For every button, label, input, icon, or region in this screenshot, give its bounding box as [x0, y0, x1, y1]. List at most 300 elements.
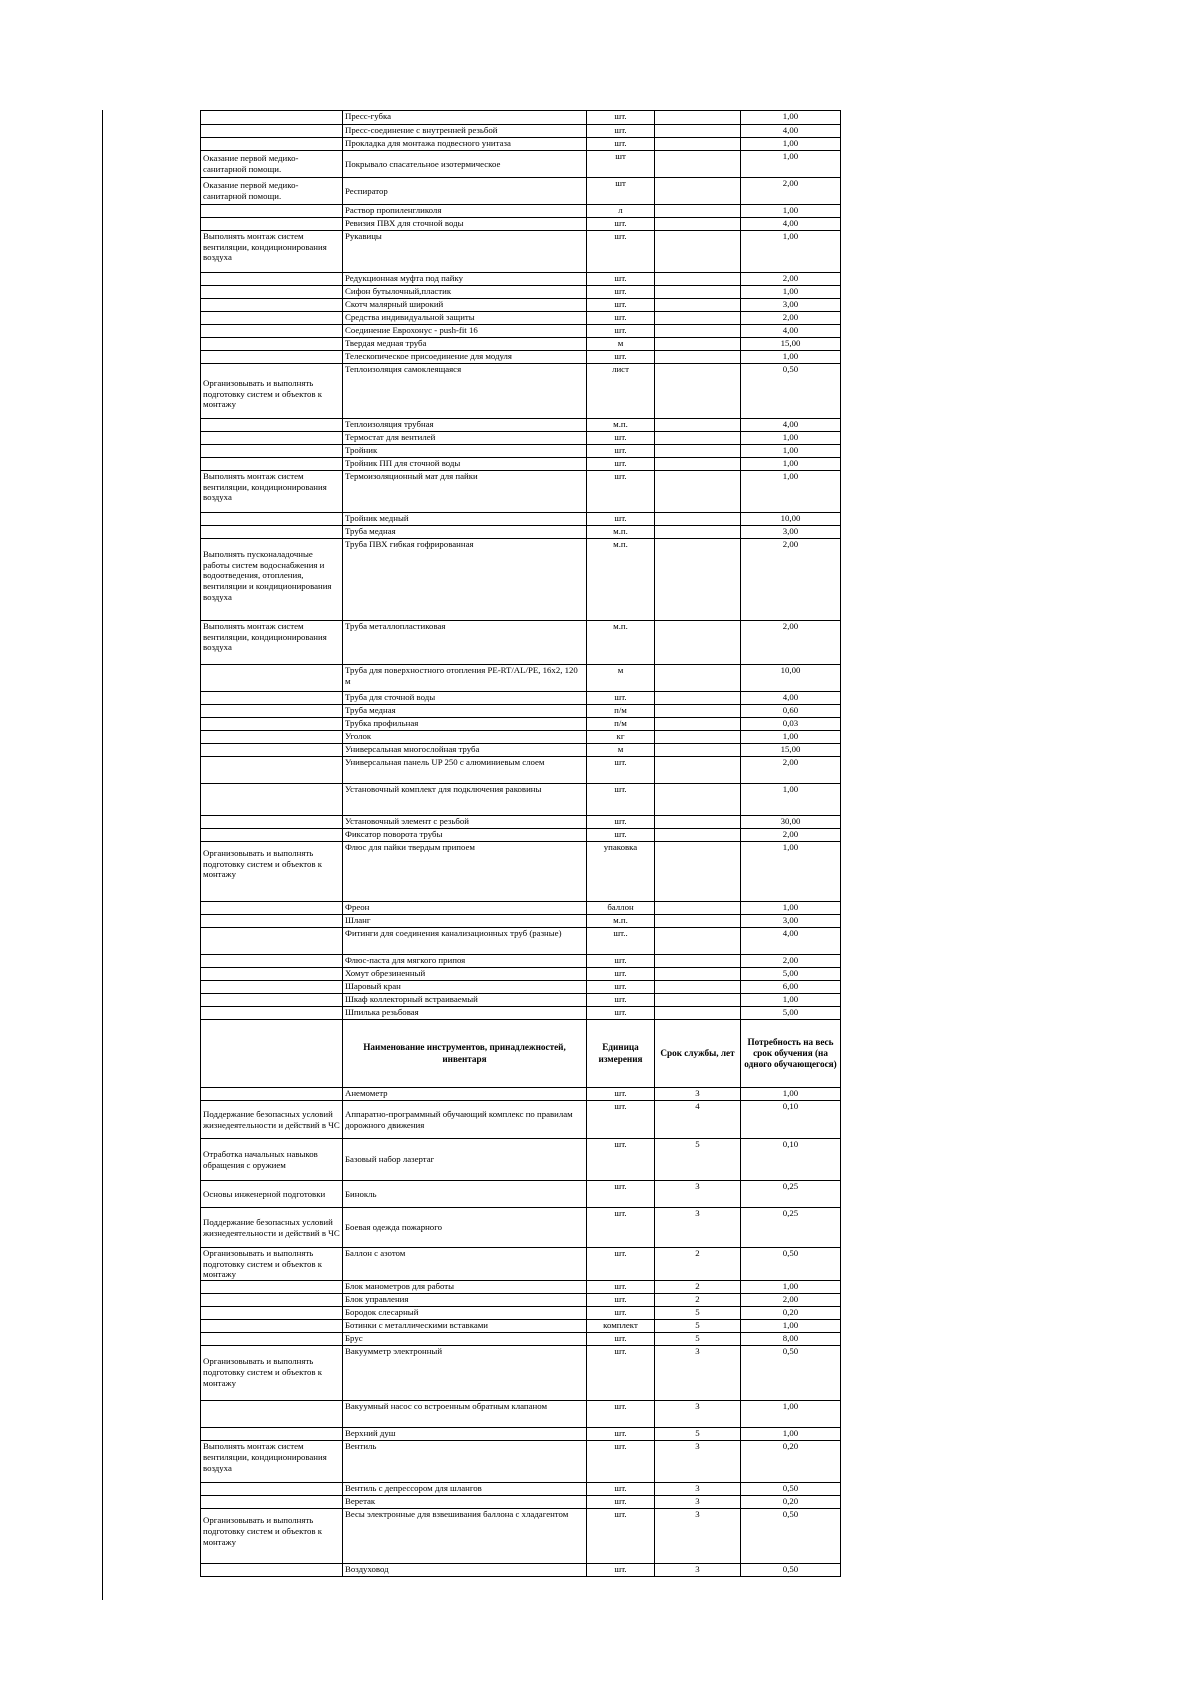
- module-cell: [201, 1007, 343, 1020]
- item-name: Брус: [343, 1333, 587, 1346]
- item-name: Труба металлопластиковая: [343, 621, 587, 665]
- service-life-cell: [655, 757, 741, 784]
- service-life-cell: [655, 968, 741, 981]
- service-life-cell: 3: [655, 1564, 741, 1577]
- quantity-cell: 1,00: [741, 231, 841, 273]
- quantity-cell: 5,00: [741, 968, 841, 981]
- item-name: Прокладка для монтажа подвесного унитаза: [343, 138, 587, 151]
- service-life-cell: [655, 842, 741, 902]
- quantity-cell: 0,50: [741, 364, 841, 419]
- quantity-cell: 0,25: [741, 1208, 841, 1248]
- table-row: [201, 665, 841, 692]
- unit-cell: кг: [587, 731, 655, 744]
- item-name: Покрывало спасательное изотермическое: [343, 151, 587, 178]
- quantity-cell: 15,00: [741, 744, 841, 757]
- module-cell: [201, 1294, 343, 1307]
- service-life-cell: [655, 526, 741, 539]
- service-life-cell: 3: [655, 1346, 741, 1401]
- unit-cell: шт.: [587, 312, 655, 325]
- table-row: [201, 718, 841, 731]
- unit-cell: шт: [587, 178, 655, 205]
- quantity-cell: 0,20: [741, 1496, 841, 1509]
- unit-cell: шт.: [587, 445, 655, 458]
- item-name: Сифон бутылочный,пластик: [343, 286, 587, 299]
- item-name: Баллон с азотом: [343, 1248, 587, 1281]
- quantity-cell: 1,00: [741, 994, 841, 1007]
- quantity-cell: 0,20: [741, 1441, 841, 1483]
- table-row: [201, 351, 841, 364]
- quantity-cell: 1,00: [741, 138, 841, 151]
- unit-cell: шт.: [587, 513, 655, 526]
- service-life-cell: 5: [655, 1307, 741, 1320]
- quantity-cell: 1,00: [741, 471, 841, 513]
- item-name: Установочный элемент с резьбой: [343, 816, 587, 829]
- table-row: [201, 1181, 841, 1208]
- table-row: [201, 286, 841, 299]
- item-name: Респиратор: [343, 178, 587, 205]
- item-name: Универсальная многослойная труба: [343, 744, 587, 757]
- item-name: Ревизия ПВХ для сточной воды: [343, 218, 587, 231]
- header-module-cell: [201, 1020, 343, 1088]
- quantity-cell: 1,00: [741, 1401, 841, 1428]
- service-life-cell: [655, 705, 741, 718]
- module-cell: [201, 744, 343, 757]
- service-life-cell: 4: [655, 1101, 741, 1139]
- table-row: [201, 1320, 841, 1333]
- quantity-cell: 1,00: [741, 1428, 841, 1441]
- module-cell: [201, 1088, 343, 1101]
- table-row: [201, 1208, 841, 1248]
- quantity-cell: 2,00: [741, 539, 841, 621]
- service-life-cell: 3: [655, 1496, 741, 1509]
- module-cell: [201, 338, 343, 351]
- tools-header-row: [201, 1020, 841, 1088]
- service-life-cell: [655, 432, 741, 445]
- table-row: [201, 1101, 841, 1139]
- quantity-cell: 0,10: [741, 1101, 841, 1139]
- unit-cell: упаковка: [587, 842, 655, 902]
- margin-rule: [102, 110, 103, 1600]
- unit-cell: шт.: [587, 1101, 655, 1139]
- quantity-cell: 2,00: [741, 757, 841, 784]
- item-name: Вентиль с депрессором для шлангов: [343, 1483, 587, 1496]
- table-row: [201, 1346, 841, 1401]
- table-row: [201, 178, 841, 205]
- table-row: [201, 513, 841, 526]
- module-cell: [201, 273, 343, 286]
- item-name: Воздуховод: [343, 1564, 587, 1577]
- item-name: Средства индивидуальной защиты: [343, 312, 587, 325]
- unit-cell: шт: [587, 151, 655, 178]
- item-name: Рукавицы: [343, 231, 587, 273]
- service-life-cell: [655, 138, 741, 151]
- unit-cell: шт.: [587, 1428, 655, 1441]
- table-row: [201, 1428, 841, 1441]
- unit-cell: шт.: [587, 1441, 655, 1483]
- module-cell: [201, 1320, 343, 1333]
- table-row: [201, 312, 841, 325]
- module-cell: Выполнять монтаж систем вентиляции, кондиционирования воздуха: [201, 621, 343, 665]
- unit-cell: шт.: [587, 325, 655, 338]
- quantity-cell: 1,00: [741, 151, 841, 178]
- quantity-cell: 6,00: [741, 981, 841, 994]
- module-cell: Основы инженерной подготовки: [201, 1181, 343, 1208]
- quantity-cell: 0,50: [741, 1509, 841, 1564]
- module-cell: [201, 829, 343, 842]
- unit-cell: комплект: [587, 1320, 655, 1333]
- table-row: [201, 338, 841, 351]
- service-life-cell: [655, 718, 741, 731]
- quantity-cell: 1,00: [741, 445, 841, 458]
- quantity-cell: 0,50: [741, 1346, 841, 1401]
- module-cell: Выполнять монтаж систем вентиляции, кондиционирования воздуха: [201, 1441, 343, 1483]
- module-cell: [201, 218, 343, 231]
- service-life-cell: 2: [655, 1248, 741, 1281]
- module-cell: Организовывать и выполнять подготовку систем и объектов к монтажу: [201, 364, 343, 419]
- quantity-cell: 1,00: [741, 351, 841, 364]
- table-row: [201, 419, 841, 432]
- table-row: [201, 1088, 841, 1101]
- table-row: [201, 445, 841, 458]
- unit-cell: шт.: [587, 1307, 655, 1320]
- item-name: Труба медная: [343, 705, 587, 718]
- service-life-cell: [655, 621, 741, 665]
- unit-cell: м.п.: [587, 915, 655, 928]
- module-cell: [201, 968, 343, 981]
- table-row: [201, 1401, 841, 1428]
- service-life-cell: 3: [655, 1401, 741, 1428]
- module-cell: [201, 994, 343, 1007]
- unit-cell: шт.: [587, 1139, 655, 1181]
- module-cell: [201, 1496, 343, 1509]
- service-life-cell: [655, 784, 741, 816]
- service-life-cell: 3: [655, 1509, 741, 1564]
- module-cell: [201, 816, 343, 829]
- item-name: Шпилька резьбовая: [343, 1007, 587, 1020]
- table-row: [201, 1333, 841, 1346]
- item-name: Блок управления: [343, 1294, 587, 1307]
- item-name: Твердая медная труба: [343, 338, 587, 351]
- unit-cell: шт.: [587, 231, 655, 273]
- table-row: [201, 784, 841, 816]
- module-cell: [201, 1401, 343, 1428]
- quantity-cell: 10,00: [741, 513, 841, 526]
- table-row: [201, 744, 841, 757]
- unit-cell: шт.: [587, 111, 655, 125]
- table-row: [201, 1483, 841, 1496]
- table-row: [201, 816, 841, 829]
- unit-cell: шт.: [587, 458, 655, 471]
- service-life-cell: [655, 218, 741, 231]
- module-cell: [201, 928, 343, 955]
- item-name: Труба для сточной воды: [343, 692, 587, 705]
- module-cell: [201, 432, 343, 445]
- module-cell: [201, 915, 343, 928]
- unit-cell: шт.: [587, 1483, 655, 1496]
- quantity-cell: 0,20: [741, 1307, 841, 1320]
- module-cell: [201, 731, 343, 744]
- item-name: Теплоизоляция самоклеящаяся: [343, 364, 587, 419]
- quantity-cell: 1,00: [741, 902, 841, 915]
- table-row: [201, 299, 841, 312]
- quantity-cell: 8,00: [741, 1333, 841, 1346]
- table-row: [201, 1496, 841, 1509]
- unit-cell: шт.: [587, 968, 655, 981]
- module-cell: [201, 718, 343, 731]
- table-row: [201, 471, 841, 513]
- quantity-cell: 15,00: [741, 338, 841, 351]
- module-cell: [201, 1333, 343, 1346]
- table-row: [201, 928, 841, 955]
- table-row: [201, 458, 841, 471]
- item-name: Пресс-соединение с внутренней резьбой: [343, 125, 587, 138]
- module-cell: [201, 1428, 343, 1441]
- table-row: [201, 539, 841, 621]
- table-row: [201, 138, 841, 151]
- table-row: [201, 829, 841, 842]
- header-life: Срок службы, лет: [655, 1020, 741, 1088]
- module-cell: [201, 445, 343, 458]
- service-life-cell: 3: [655, 1088, 741, 1101]
- item-name: Вакуумметр электронный: [343, 1346, 587, 1401]
- unit-cell: шт.: [587, 994, 655, 1007]
- unit-cell: м: [587, 338, 655, 351]
- module-cell: Организовывать и выполнять подготовку систем и объектов к монтажу: [201, 842, 343, 902]
- module-cell: Поддержание безопасных условий жизнедеятельности и действий в ЧС: [201, 1208, 343, 1248]
- table-row: [201, 705, 841, 718]
- quantity-cell: 1,00: [741, 1281, 841, 1294]
- item-name: Ботинки с металлическими вставками: [343, 1320, 587, 1333]
- unit-cell: шт.: [587, 1007, 655, 1020]
- table-row: [201, 692, 841, 705]
- module-cell: [201, 955, 343, 968]
- table-row: [201, 231, 841, 273]
- table-row: [201, 902, 841, 915]
- service-life-cell: 3: [655, 1181, 741, 1208]
- item-name: Весы электронные для взвешивания баллона с хладагентом: [343, 1509, 587, 1564]
- module-cell: [201, 784, 343, 816]
- unit-cell: м: [587, 744, 655, 757]
- module-cell: [201, 692, 343, 705]
- module-cell: Оказание первой медико-санитарной помощи.: [201, 178, 343, 205]
- item-name: Трубка профильная: [343, 718, 587, 731]
- unit-cell: шт.: [587, 1088, 655, 1101]
- quantity-cell: 4,00: [741, 218, 841, 231]
- unit-cell: шт.: [587, 1346, 655, 1401]
- service-life-cell: [655, 539, 741, 621]
- unit-cell: п/м: [587, 705, 655, 718]
- quantity-cell: 2,00: [741, 829, 841, 842]
- unit-cell: шт.: [587, 1564, 655, 1577]
- quantity-cell: 4,00: [741, 125, 841, 138]
- item-name: Труба медная: [343, 526, 587, 539]
- unit-cell: шт..: [587, 928, 655, 955]
- unit-cell: шт.: [587, 432, 655, 445]
- header-unit: Единица измерения: [587, 1020, 655, 1088]
- module-cell: Организовывать и выполнять подготовку систем и объектов к монтажу: [201, 1248, 343, 1281]
- service-life-cell: [655, 205, 741, 218]
- equipment-table: [200, 110, 841, 1577]
- table-row: [201, 1007, 841, 1020]
- table-row: [201, 1248, 841, 1281]
- unit-cell: шт.: [587, 218, 655, 231]
- header-name: Наименование инструментов, принадлежностей, инвентаря: [343, 1020, 587, 1088]
- item-name: Уголок: [343, 731, 587, 744]
- unit-cell: шт.: [587, 1496, 655, 1509]
- unit-cell: шт.: [587, 1333, 655, 1346]
- table-row: [201, 842, 841, 902]
- item-name: Вакуумный насос со встроенным обратным клапаном: [343, 1401, 587, 1428]
- service-life-cell: [655, 312, 741, 325]
- unit-cell: шт.: [587, 273, 655, 286]
- service-life-cell: [655, 955, 741, 968]
- quantity-cell: 4,00: [741, 325, 841, 338]
- quantity-cell: 0,60: [741, 705, 841, 718]
- item-name: Вентиль: [343, 1441, 587, 1483]
- service-life-cell: [655, 1007, 741, 1020]
- service-life-cell: 5: [655, 1428, 741, 1441]
- service-life-cell: [655, 731, 741, 744]
- service-life-cell: 2: [655, 1281, 741, 1294]
- unit-cell: шт.: [587, 955, 655, 968]
- item-name: Фреон: [343, 902, 587, 915]
- item-name: Флюс-паста для мягкого припоя: [343, 955, 587, 968]
- unit-cell: шт.: [587, 299, 655, 312]
- module-cell: [201, 757, 343, 784]
- quantity-cell: 4,00: [741, 419, 841, 432]
- module-cell: [201, 1483, 343, 1496]
- item-name: Шкаф коллекторный встраиваемый: [343, 994, 587, 1007]
- quantity-cell: 1,00: [741, 205, 841, 218]
- service-life-cell: [655, 829, 741, 842]
- materials-section: [201, 111, 841, 1020]
- item-name: Фиксатор поворота трубы: [343, 829, 587, 842]
- table-row: [201, 1509, 841, 1564]
- unit-cell: шт.: [587, 125, 655, 138]
- item-name: Труба ПВХ гибкая гофрированная: [343, 539, 587, 621]
- unit-cell: шт.: [587, 1401, 655, 1428]
- unit-cell: м.п.: [587, 621, 655, 665]
- item-name: Блок манометров для работы: [343, 1281, 587, 1294]
- service-life-cell: [655, 458, 741, 471]
- quantity-cell: 0,50: [741, 1248, 841, 1281]
- table-row: [201, 111, 841, 125]
- module-cell: [201, 526, 343, 539]
- table-row: [201, 205, 841, 218]
- module-cell: [201, 351, 343, 364]
- item-name: Боевая одежда пожарного: [343, 1208, 587, 1248]
- table-row: [201, 757, 841, 784]
- quantity-cell: 1,00: [741, 286, 841, 299]
- quantity-cell: 0,50: [741, 1564, 841, 1577]
- item-name: Шланг: [343, 915, 587, 928]
- module-cell: [201, 111, 343, 125]
- table-row: [201, 325, 841, 338]
- table-row: [201, 1307, 841, 1320]
- item-name: Соединение Еврохонус - push-fit 16: [343, 325, 587, 338]
- service-life-cell: [655, 994, 741, 1007]
- module-cell: Выполнять пусконаладочные работы систем водоснабжения и водоотведения, отопления, вентиляции и кондиционирования воздуха: [201, 539, 343, 621]
- item-name: Хомут обрезиненный: [343, 968, 587, 981]
- quantity-cell: 0,03: [741, 718, 841, 731]
- module-cell: [201, 138, 343, 151]
- module-cell: [201, 665, 343, 692]
- table-row: [201, 981, 841, 994]
- module-cell: [201, 419, 343, 432]
- item-name: Труба для поверхностного отопления PE-RT/AL/PE, 16х2, 120 м: [343, 665, 587, 692]
- item-name: Базовый набор лазертаг: [343, 1139, 587, 1181]
- item-name: Аппаратно-программный обучающий комплекс по правилам дорожного движения: [343, 1101, 587, 1139]
- unit-cell: л: [587, 205, 655, 218]
- service-life-cell: 5: [655, 1139, 741, 1181]
- service-life-cell: [655, 286, 741, 299]
- quantity-cell: 1,00: [741, 458, 841, 471]
- quantity-cell: 2,00: [741, 178, 841, 205]
- module-cell: [201, 325, 343, 338]
- item-name: Термоизоляционный мат для пайки: [343, 471, 587, 513]
- module-cell: [201, 125, 343, 138]
- tools-section: [201, 1088, 841, 1577]
- unit-cell: шт.: [587, 138, 655, 151]
- unit-cell: шт.: [587, 829, 655, 842]
- module-cell: [201, 1281, 343, 1294]
- service-life-cell: [655, 338, 741, 351]
- table-row: [201, 915, 841, 928]
- item-name: Веретак: [343, 1496, 587, 1509]
- table-row: [201, 1281, 841, 1294]
- module-cell: [201, 513, 343, 526]
- service-life-cell: [655, 902, 741, 915]
- table-row: [201, 621, 841, 665]
- quantity-cell: 3,00: [741, 915, 841, 928]
- item-name: Флюс для пайки твердым припоем: [343, 842, 587, 902]
- unit-cell: м.п.: [587, 526, 655, 539]
- unit-cell: шт.: [587, 692, 655, 705]
- service-life-cell: [655, 816, 741, 829]
- item-name: Тройник медный: [343, 513, 587, 526]
- item-name: Бородок слесарный: [343, 1307, 587, 1320]
- service-life-cell: 5: [655, 1320, 741, 1333]
- item-name: Анемометр: [343, 1088, 587, 1101]
- quantity-cell: 2,00: [741, 273, 841, 286]
- unit-cell: шт.: [587, 981, 655, 994]
- item-name: Скотч малярный широкий: [343, 299, 587, 312]
- table-row: [201, 1294, 841, 1307]
- table-row: [201, 994, 841, 1007]
- service-life-cell: [655, 364, 741, 419]
- quantity-cell: 4,00: [741, 692, 841, 705]
- item-name: Пресс-губка: [343, 111, 587, 125]
- item-name: Верхний душ: [343, 1428, 587, 1441]
- quantity-cell: 4,00: [741, 928, 841, 955]
- module-cell: Организовывать и выполнять подготовку систем и объектов к монтажу: [201, 1346, 343, 1401]
- item-name: Универсальная панель UP 250 с алюминиевым слоем: [343, 757, 587, 784]
- unit-cell: м: [587, 665, 655, 692]
- quantity-cell: 5,00: [741, 1007, 841, 1020]
- quantity-cell: 1,00: [741, 1320, 841, 1333]
- quantity-cell: 1,00: [741, 842, 841, 902]
- table-row: [201, 955, 841, 968]
- unit-cell: шт.: [587, 1248, 655, 1281]
- table-row: [201, 526, 841, 539]
- quantity-cell: 2,00: [741, 1294, 841, 1307]
- quantity-cell: 1,00: [741, 1088, 841, 1101]
- table-row: [201, 432, 841, 445]
- service-life-cell: [655, 915, 741, 928]
- item-name: Раствор пропиленгликоля: [343, 205, 587, 218]
- quantity-cell: 2,00: [741, 621, 841, 665]
- service-life-cell: [655, 513, 741, 526]
